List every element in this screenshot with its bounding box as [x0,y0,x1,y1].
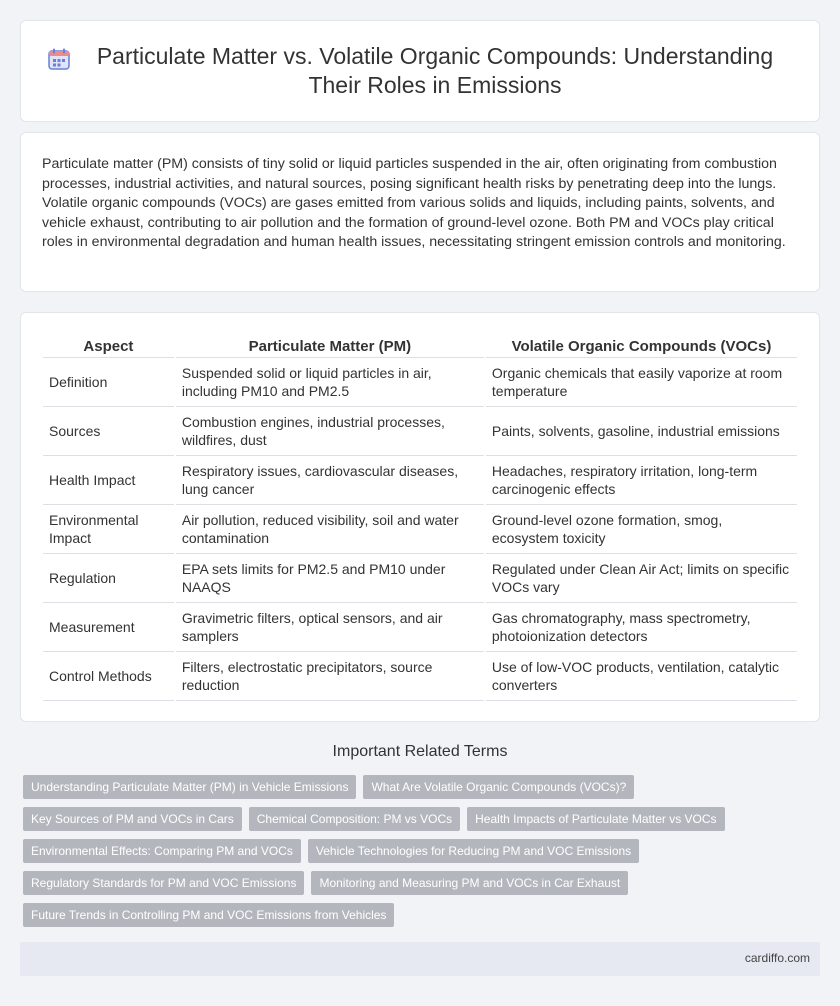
header-card [20,20,820,122]
related-terms-title: Important Related Terms [332,743,508,760]
cell-voc: Paints, solvents, gasoline, industrial emissions [486,407,797,456]
cell-pm: Combustion engines, industrial processes, wildfires, dust [176,407,484,456]
footer [20,942,820,976]
cell-aspect: Environmental Impact [43,505,174,554]
cell-pm: Respiratory issues, cardiovascular diseases, lung cancer [176,456,484,505]
comparison-table-card [20,312,820,722]
cell-aspect: Measurement [43,603,174,652]
header-aspect: Aspect [43,335,174,358]
related-term-link[interactable]: What Are Volatile Organic Compounds (VOCs)? [363,775,634,799]
related-term-link[interactable]: Chemical Composition: PM vs VOCs [249,807,460,831]
cell-voc: Use of low-VOC products, ventilation, catalytic converters [486,652,797,701]
related-term-link[interactable]: Environmental Effects: Comparing PM and VOCs [23,839,301,863]
cell-pm: Gravimetric filters, optical sensors, and air samplers [176,603,484,652]
cell-aspect: Regulation [43,554,174,603]
table-row [43,358,797,407]
cell-pm: EPA sets limits for PM2.5 and PM10 under NAAQS [176,554,484,603]
table-row [43,456,797,505]
cell-aspect: Definition [43,358,174,407]
table-row [43,554,797,603]
related-term-link[interactable]: Health Impacts of Particulate Matter vs VOCs [467,807,724,831]
related-term-link[interactable]: Regulatory Standards for PM and VOC Emissions [23,871,304,895]
intro-paragraph: Particulate matter (PM) consists of tiny solid or liquid particles suspended in the air, often originating from combustion processes, industrial activities, and natural sources, posing significant health risks by penetrating deep into the lungs. Volatile organic compounds (VOCs) are gases emitted from various solids and liquids, including paints, solvents, and vehicle exhaust, contributing to air pollution and the formation of ground-level ozone. Both PM and VOCs play critical roles in environmental degradation and human health issues, necessitating stringent emission controls and monitoring. [42,156,786,250]
cell-voc: Organic chemicals that easily vaporize at room temperature [486,358,797,407]
related-term-link[interactable]: Monitoring and Measuring PM and VOCs in Car Exhaust [311,871,628,895]
title-wrap [41,21,799,121]
related-term-link[interactable]: Understanding Particulate Matter (PM) in Vehicle Emissions [23,775,356,799]
related-terms-list [23,775,823,927]
cell-aspect: Sources [43,407,174,456]
cell-voc: Ground-level ozone formation, smog, ecosystem toxicity [486,505,797,554]
cell-pm: Air pollution, reduced visibility, soil and water contamination [176,505,484,554]
cell-voc: Headaches, respiratory irritation, long-term carcinogenic effects [486,456,797,505]
related-term-link[interactable]: Vehicle Technologies for Reducing PM and VOC Emissions [308,839,639,863]
table-row [43,407,797,456]
header-pm: Particulate Matter (PM) [176,335,484,358]
table-header-row [43,335,797,358]
table-row [43,652,797,701]
cell-voc: Gas chromatography, mass spectrometry, photoionization detectors [486,603,797,652]
related-term-link[interactable]: Key Sources of PM and VOCs in Cars [23,807,242,831]
cell-pm: Filters, electrostatic precipitators, source reduction [176,652,484,701]
cell-aspect: Health Impact [43,456,174,505]
cell-pm: Suspended solid or liquid particles in air, including PM10 and PM2.5 [176,358,484,407]
comparison-table [41,335,799,701]
related-term-link[interactable]: Future Trends in Controlling PM and VOC Emissions from Vehicles [23,903,394,927]
intro-card [20,132,820,292]
cell-aspect: Control Methods [43,652,174,701]
cell-voc: Regulated under Clean Air Act; limits on specific VOCs vary [486,554,797,603]
header-voc: Volatile Organic Compounds (VOCs) [486,335,797,358]
footer-site-name[interactable]: cardiffo.com [744,951,810,965]
table-row [43,505,797,554]
table-row [43,603,797,652]
page-title: Particulate Matter vs. Volatile Organic Compounds: Understanding Their Roles in Emissions [96,43,774,98]
